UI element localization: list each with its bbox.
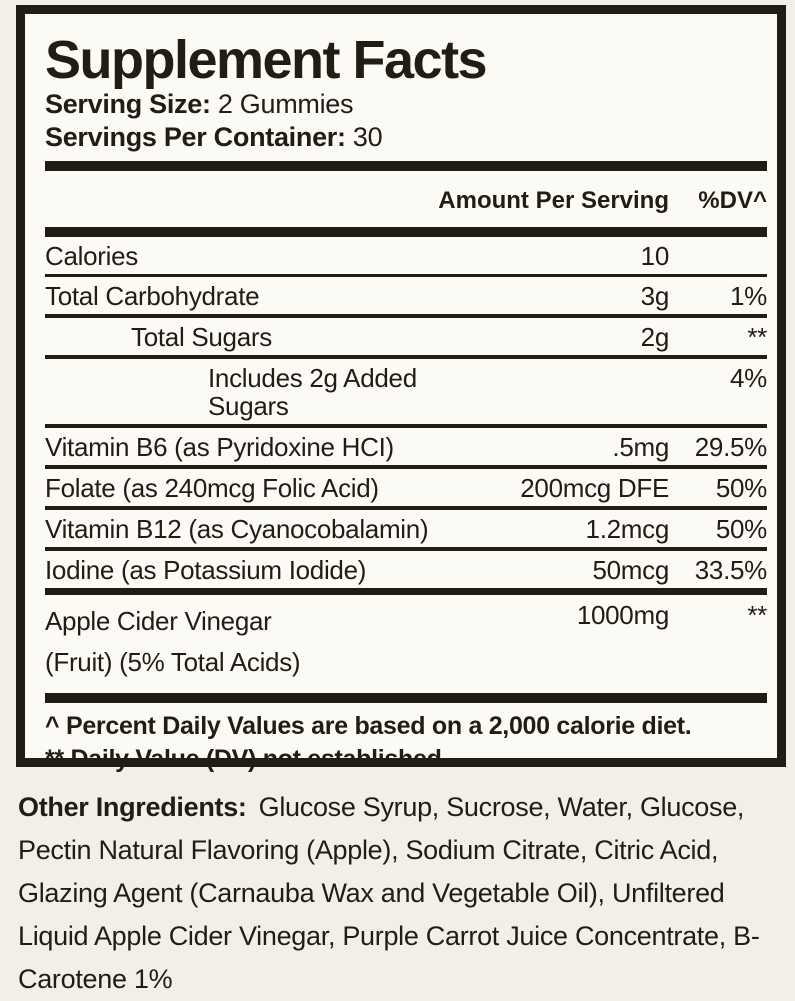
row-total-sugars [45,318,767,359]
servings-per-container-value: 30 [352,122,383,152]
nutrient-name: Vitamin B6 (as Pyridoxine HCI) [45,432,394,462]
divider-thick-bottom [45,693,767,703]
row-added-sugars [45,359,767,428]
nutrient-dv: 50% [715,514,767,544]
divider-thick-top [45,161,767,171]
amount-per-serving-header: Amount Per Serving [438,187,669,214]
serving-size-line [45,88,767,121]
nutrient-dv: 1% [730,281,767,311]
divider-thick-header [45,227,767,237]
other-ingredients-text: Glucose Syrup, Sucrose, Water, Glucose, Pectin Natural Flavoring (Apple), Sodium Citrate, Citric Acid, Glazing Agent (Carnauba Wax and Vegetable Oil), Unfiltered Liquid Apple Cider Vinegar, Purple Carrot Juice Concentrate, B-Carotene 1% [18,792,760,994]
nutrient-name: Includes 2g Added Sugars [208,363,417,421]
nutrient-dv: ** [747,322,767,352]
table-header-row [45,171,767,227]
nutrient-amount: 200mcg DFE [520,473,669,503]
dv-header: %DV^ [698,187,767,214]
nutrient-name: Iodine (as Potassium Iodide) [45,555,367,585]
other-ingredients [18,786,784,1001]
serving-size-value: 2 Gummies [217,89,354,119]
serving-size-label: Serving Size: [45,89,211,119]
nutrient-dv: 33.5% [694,555,767,585]
other-ingredients-label: Other Ingredients: [18,792,247,822]
servings-per-container-line [45,121,767,154]
nutrient-amount: 50mcg [592,555,669,585]
footnote-dv-basis: ^ Percent Daily Values are based on a 2,000 calorie diet. [45,712,692,740]
nutrient-dv: 29.5% [694,432,767,462]
row-vitamin-b6 [45,428,767,469]
nutrient-dv: 4% [730,363,767,393]
nutrient-amount: 1000mg [576,600,669,630]
nutrient-name: Total Carbohydrate [45,281,260,311]
nutrient-name: Vitamin B12 (as Cyanocobalamin) [45,514,429,544]
nutrient-name-line2: (Fruit) (5% Total Acids) [45,647,301,677]
row-total-carbohydrate [45,277,767,318]
row-iodine [45,551,767,595]
row-apple-cider-vinegar [45,595,767,693]
nutrient-amount: 10 [640,241,669,271]
nutrient-amount: 1.2mcg [585,514,669,544]
row-calories [45,237,767,277]
nutrient-dv: ** [747,600,767,630]
nutrient-amount: .5mg [612,432,669,462]
footnote-dv-not-established: ** Daily Value (DV) not established. [45,745,449,773]
supplement-facts-panel [16,5,786,773]
nutrient-name: Calories [45,241,138,271]
nutrient-name: Total Sugars [131,322,272,352]
nutrient-amount: 3g [640,281,669,311]
row-vitamin-b12 [45,510,767,551]
servings-per-container-label: Servings Per Container: [45,122,346,152]
panel-title: Supplement Facts [45,30,487,90]
nutrient-amount: 2g [640,322,669,352]
row-folate [45,469,767,510]
footnotes [45,710,767,776]
nutrient-name: Folate (as 240mcg Folic Acid) [45,473,379,503]
nutrient-name: Apple Cider Vinegar [45,606,272,636]
nutrient-dv: 50% [715,473,767,503]
